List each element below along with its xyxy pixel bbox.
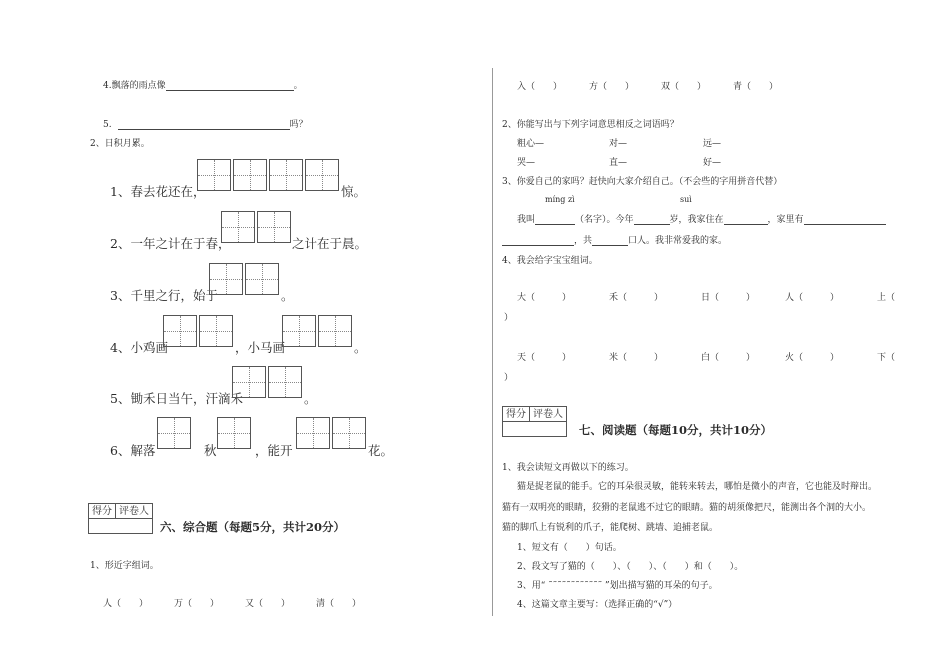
- writing-cell[interactable]: [296, 417, 330, 449]
- word-char-1: 大（ ）: [517, 293, 572, 303]
- writing-cell[interactable]: [197, 159, 231, 191]
- word-char-5-tail: ）: [504, 313, 514, 323]
- antonym-5: 直—: [609, 158, 628, 168]
- intro-text-b: （名字）。今年: [575, 215, 634, 225]
- s6-q1: 1、形近字组词。: [90, 561, 159, 571]
- poem-line-4-pre: 4、小鸡画: [110, 340, 168, 355]
- grader-label: 评卷人: [529, 407, 566, 421]
- family-blank[interactable]: [804, 213, 886, 225]
- poem-line-5-post: 。: [304, 391, 317, 406]
- writing-cell[interactable]: [257, 211, 291, 243]
- q2-heading: 2、日积月累。: [90, 139, 150, 149]
- score-entry[interactable]: [503, 422, 566, 436]
- word-char-10-tail: ）: [504, 373, 514, 383]
- r-q3: 3、你爱自己的家吗？赶快向大家介绍自己。（不会些的字用拼音代替）: [502, 177, 783, 187]
- poem-line-6-post: 花。: [368, 443, 394, 458]
- age-blank[interactable]: [634, 213, 670, 225]
- antonym-3: 远—: [703, 139, 722, 149]
- s6-char-1: 人（ ）: [103, 599, 149, 609]
- writing-cell[interactable]: [318, 315, 352, 347]
- q4-suffix: 。: [293, 81, 303, 91]
- poem-line-4-mid: ，小马画: [235, 340, 286, 355]
- sub-question-1: 1、短文有（ ）句话。: [517, 543, 622, 553]
- poem-line-2-pre: 2、一年之计在于春，: [110, 236, 231, 251]
- intro-text-e: ，共: [574, 236, 593, 246]
- score-box: [502, 406, 567, 437]
- intro-text-f: 口人。我非常爱我的家。: [628, 236, 728, 246]
- column-divider: [492, 68, 493, 616]
- poem-line-5-pre: 5、锄禾日当午，汗滴禾: [110, 391, 243, 406]
- writing-cell[interactable]: [157, 417, 191, 449]
- score-box: [88, 503, 153, 534]
- poem-line-3-pre: 3、千里之行，始于: [110, 288, 218, 303]
- s7-q1: 1、我会读短文再做以下的练习。: [502, 463, 634, 473]
- word-char-9: 火（ ）: [785, 353, 840, 363]
- word-char-4: 人（ ）: [785, 293, 840, 303]
- score-label: 得分: [92, 506, 112, 517]
- writing-cell[interactable]: [245, 263, 279, 295]
- writing-cell[interactable]: [209, 263, 243, 295]
- q5-answer-blank[interactable]: [118, 118, 290, 130]
- q5-suffix: 吗？: [289, 120, 308, 130]
- writing-cell[interactable]: [233, 159, 267, 191]
- passage-line-2: 猫有一双明亮的眼睛，狡猾的老鼠逃不过它的眼睛。猫的胡须像把尺，能测出各个洞的大小。: [502, 503, 872, 513]
- intro-text-a: 我叫: [517, 215, 536, 225]
- word-char-5: 上（: [877, 293, 896, 303]
- writing-cell[interactable]: [305, 159, 339, 191]
- q5-line: [103, 117, 308, 130]
- poem-line-6-mid2: ，能开: [255, 443, 293, 458]
- name-blank[interactable]: [535, 213, 575, 225]
- poem-line-1-pre: 1、春去花还在，: [110, 184, 206, 199]
- family-blank-cont[interactable]: [502, 234, 574, 246]
- section-6-title: 六、综合题（每题5分，共计20分）: [160, 520, 346, 534]
- writing-cell[interactable]: [269, 159, 303, 191]
- intro-text-c: 岁，我家住在: [669, 215, 724, 225]
- poem-line-6-pre: 6、解落: [110, 443, 156, 458]
- antonym-1: 粗心—: [517, 139, 545, 149]
- word-char-6: 天（ ）: [517, 353, 572, 363]
- poem-line-3-post: 。: [281, 288, 294, 303]
- writing-cell[interactable]: [332, 417, 366, 449]
- word-char-3: 日（ ）: [701, 293, 756, 303]
- q4-answer-blank[interactable]: [166, 79, 294, 91]
- writing-cell[interactable]: [199, 315, 233, 347]
- score-label: 得分: [506, 409, 526, 420]
- pinyin-sui: suì: [680, 195, 692, 204]
- intro-line-2: [502, 233, 727, 246]
- poem-line-2-post: 之计在于晨。: [292, 236, 368, 251]
- intro-text-d: ，家里有: [767, 215, 804, 225]
- antonym-4: 哭—: [517, 158, 536, 168]
- passage-line-1: 猫是捉老鼠的能手。它的耳朵很灵敏，能转来转去，哪怕是微小的声音，它也能及时辩出。: [517, 482, 878, 492]
- r1-char-4: 青（ ）: [733, 82, 779, 92]
- sub-question-2: 2、段文写了猫的（ ）、（ ）、（ ）和（ ）。: [517, 562, 744, 572]
- q4-prefix: 4.飘落的雨点像: [103, 81, 166, 91]
- r1-char-2: 方（ ）: [589, 82, 635, 92]
- intro-line-1: [517, 212, 886, 225]
- r-q4: 4、我会给字宝宝组词。: [502, 256, 598, 266]
- s6-char-3: 又（ ）: [245, 599, 291, 609]
- count-blank[interactable]: [592, 234, 628, 246]
- r1-char-1: 入（ ）: [517, 82, 563, 92]
- poem-line-6-mid: 秋: [204, 443, 217, 458]
- sub-question-4: 4、这篇文章主要写：（选择正确的“√”）: [517, 600, 678, 610]
- sub-question-3: 3、用“ ˜˜˜˜˜˜˜˜˜˜˜˜ ”划出描写猫的耳朵的句子。: [517, 581, 718, 591]
- q5-prefix: 5.: [103, 120, 112, 130]
- poem-line-1-post: 惊。: [341, 184, 367, 199]
- grader-label: 评卷人: [115, 504, 152, 518]
- writing-cell[interactable]: [268, 366, 302, 398]
- writing-cell[interactable]: [163, 315, 197, 347]
- pinyin-mingzi: míng zì: [545, 195, 575, 204]
- antonym-2: 对—: [609, 139, 628, 149]
- poem-line-4-post: 。: [354, 340, 367, 355]
- word-char-8: 白（ ）: [701, 353, 756, 363]
- q4-line: [103, 78, 303, 91]
- writing-cell[interactable]: [217, 417, 251, 449]
- s6-char-2: 万（ ）: [174, 599, 220, 609]
- passage-line-3: 猫的脚爪上有锐利的爪子，能爬树、跳墙、追捕老鼠。: [502, 523, 719, 533]
- writing-cell[interactable]: [221, 211, 255, 243]
- s6-char-4: 清（ ）: [316, 599, 362, 609]
- score-entry[interactable]: [89, 519, 152, 533]
- antonym-6: 好—: [703, 158, 722, 168]
- writing-cell[interactable]: [232, 366, 266, 398]
- section-7-title: 七、阅读题（每题10分，共计10分）: [579, 423, 773, 437]
- r-q2: 2、你能写出与下列字词意思相反之词语吗？: [502, 120, 679, 130]
- writing-cell[interactable]: [282, 315, 316, 347]
- address-blank[interactable]: [724, 213, 768, 225]
- word-char-2: 禾（ ）: [609, 293, 664, 303]
- r1-char-3: 双（ ）: [661, 82, 707, 92]
- word-char-7: 米（ ）: [609, 353, 664, 363]
- word-char-10: 下（: [877, 353, 896, 363]
